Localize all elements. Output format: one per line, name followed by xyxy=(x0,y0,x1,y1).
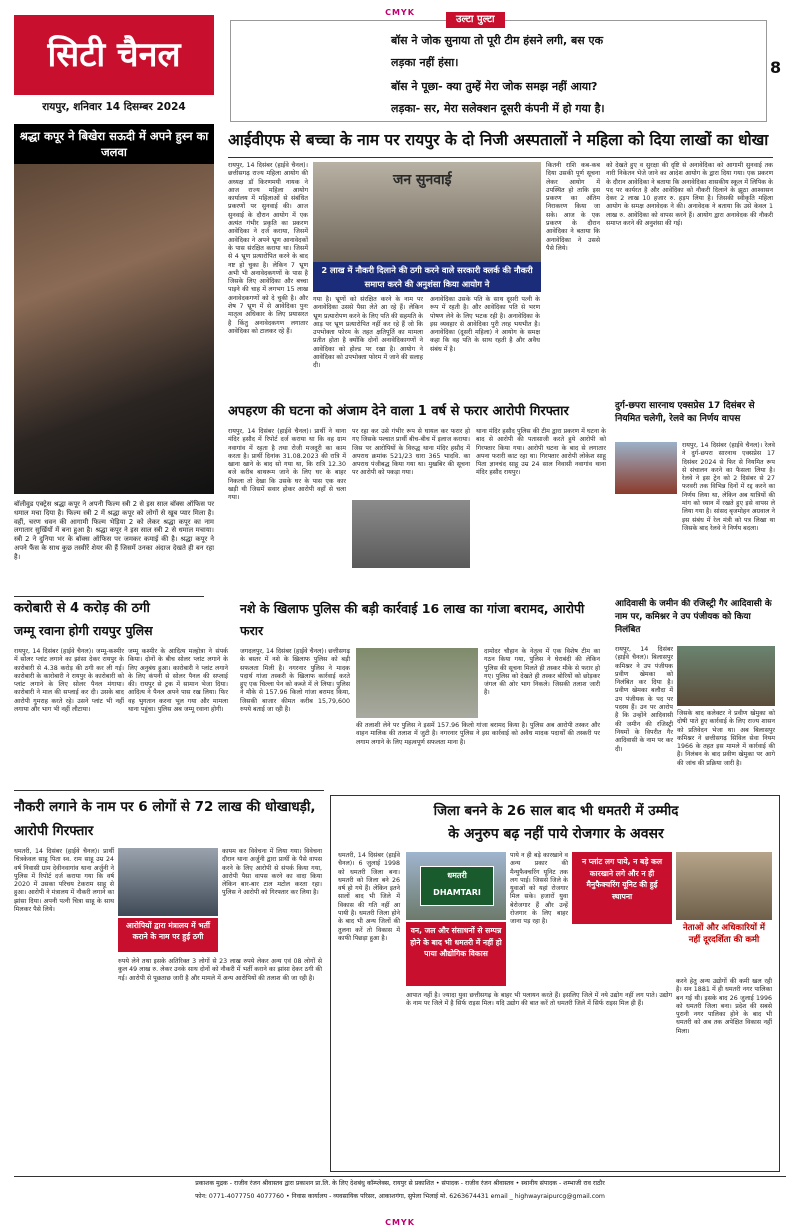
ivf-col-2: गया है। भ्रूणों को संरक्षित करने के नाम पर अनावेदिका उससे पैसा लेते आ रहे हैं। लेकिन भ्रूण प्रत्यारोपण करने के लिए पति की सहमति के आड़ पर भ्रूण प्रत्यारोपित नहीं कर रहे हैं जो कि उपभोक्ता फोरम के तहत क्षतिपूर्ति का मामला प्रतीत होता है क्योंकि दोनों अनावेदिकागणों ने आवेदिका को होल्ड पर रखा है। आयोग ने आवेदिका को उपभोक्ता फोरम में जाने की सलाह दी। xyxy=(313,296,426,370)
karobari-col-2: जम्मू कश्मीर के आदित्य मल्होत्रा ने संपर्क किया। दोनों के बीच सोलर प्लांट लगाने के लिए अनुबंध हुआ। कारोबारी ने प्लांट लगाने के लिए कंपनी से सोलर पैनल की सप्लाई की। रायपुर से ट्रक में सामान भेजा दिया। आदित्य ने पैनल अपने पास रख लिया। फिर वह भुगतान करना भूल गया और मामला थाना पहुंचा। पुलिस अब जम्मू रवाना होगी। xyxy=(128,648,231,714)
dhamtari-sign-photo xyxy=(406,852,506,920)
dhamtari-water-box: वन, जल और संसाधनों से सम्पन्न होने के बाद भी धमतरी में नहीं हो पाया औद्योगिक विकास xyxy=(406,922,506,986)
ivf-col-1: रायपुर, 14 दिसंबर (हाईवे चैनल)। छत्तीसगढ़ राज्य महिला आयोग की अध्यक्ष डॉ किरणमयी नायक ने आज राज्य महिला आयोग कार्यालय में महिलाओं से संबंधित प्रकरणों पर सुनवाई की। आज सुनवाई के दौरान आयोग में एक अत्यंत गंभीर प्रकृति का प्रकरण आवेदिका ने दर्ज कराया, जिसमें आवेदिका ने अपने भ्रूण आनावेदकों के पास संरक्षित कराया था। जिसमें से 4 भ्रूण प्रत्यारोपित करने के बाद नष्ट हो चुका है। लेकिन 7 भ्रूण अभी भी अनावेदकगणों के पास है जिसके लिए आवेदिका और बच्चा पाइने की चाह में लगभग 15 लाख अनावेदकगणों को दे चुकी है। और शेष 7 भ्रूण में से आवेदिका पुनः मातृत्व अधिकार के लिए प्रयासरत है किंतु अनावेदकगण लगातार आवेदिका को टालकर रहे हैं। xyxy=(228,162,311,335)
ganja-headline: नशे के खिलाफ पुलिस की बड़ी कार्रवाई 16 लाख का गांजा बरामद, आरोपी फरार xyxy=(240,601,585,638)
masthead-dateline: रायपुर, शनिवार 14 दिसम्बर 2024 xyxy=(42,101,186,113)
joke-box xyxy=(230,14,767,122)
dhamtari-vision-box: नेताओं और अधिकारियों में नहीं दूरदर्शिता की कमी xyxy=(682,923,766,945)
shraddha-article xyxy=(14,124,217,584)
karobari-col-1: रायपुर, 14 दिसंबर (हाईवे चैनल)। जम्मू-कश्मीर में सोलर प्लांट लगाने का झांसा देकर रायपुर के कारोबारी से 4.38 करोड़ की ठगी कर ली गई। कारोबारी के कारोबारी ने रायपुर के कारोबारी को प्लांट लगाने के लिए सोलर पैनल मंगाया। कारोबारी ने माल की सप्लाई कर दी। उसके बाद आरोपी गुमराह करते रहे। उसने प्लांट भी नहीं लगाया और भाग भी नहीं लौटाया। xyxy=(14,648,127,714)
railway-headline: दुर्ग-छपरा सारनाथ एक्सप्रेस 17 दिसंबर से नियमित चलेगी, रेलवे का निर्णय वापस xyxy=(615,401,755,424)
cmyk-mark-top: CMYK xyxy=(385,8,415,17)
page-number: 8 xyxy=(770,58,782,77)
dhamtari-plant-box: न प्लांट लग पाये, न बड़े कल कारखाने लगे और न ही मैनुफैक्चरिंग यूनिट की हुई स्थापना xyxy=(572,852,672,924)
kidnap-col-2: पर रहा कर उसे गंभीर रूप से घायल कर फरार हो गए जिसके पश्चात प्रार्थी बीच-बीच में इलाज कराया। जिस पर आरोपियों के विरुद्ध थाना मंदिर हसौद में अपराध क्रमांक 521/23 धारा 365 भादवि. का अपराध पंजीबद्ध किया गया था। मुखबिर की सूचना पर आरोपी को पकड़ा गया। xyxy=(352,428,473,477)
dhamtari-col-2: पाये न ही बड़े कारखाने व अन्य प्रकार की मैन्युफैक्चरिंग यूनिट तक लग पाई। जिससे जिले के युवाओं को यहां रोजगार मिल सके। हजारों युवा बेरोजगार हैं और उन्हें रोजगार के लिए बाहर जाना पड़ रहा है। xyxy=(510,852,571,926)
adivasi-col-2: जिसके बाद कलेक्टर ने प्रवीण खेमुका को दोषी पाते हुए कार्रवाई के लिए राज्य शासन को प्रतिवेदन भेजा था। अब बिलासपुर कमिश्नर ने छत्तीसगढ़ सिविल सेवा नियम 1966 के तहत इस मामले में कार्रवाई की है। निलंबन के बाद प्रवीण खेमुका पर आगे की जांच की प्रक्रिया जारी है। xyxy=(677,710,778,767)
masthead xyxy=(14,15,214,120)
masthead-title: सिटी चैनल xyxy=(14,15,214,95)
train-photo xyxy=(615,442,677,494)
job-fraud-caption: आरोपियों द्वारा मंत्रालय में भर्ती कराने के नाम पर हुई ठगी xyxy=(118,918,218,952)
joke-line-1: बॉस ने जोक सुनाया तो पूरी टीम हंसने लगी, बस एक xyxy=(391,34,604,47)
ivf-headline: आईवीएफ से बच्चा के नाम पर रायपुर के दो निजी अस्पतालों ने महिला को दिया लाखों का धोखा xyxy=(228,131,769,149)
kidnap-headline: अपहरण की घटना को अंजाम देने वाला 1 वर्ष से फरार आरोपी गिरफ्तार xyxy=(228,404,569,419)
joke-label: उल्टा पुल्टा xyxy=(446,12,505,28)
ivf-col-3: अनावेदिका उसके पति के साथ दूसरी पत्नी के रूप में रहती है। और आवेदिका पति से भरण पोषण लेने के लिए भटक रही है। अनावेदिका के इस व्यवहार से आवेदिका पुरी तरह भयभीत है। अनावेदिका (दूसरी महिला) ने आयोग के समक्ष कहा कि वह पति के साथ रहती है और अवैध संबंध में है। xyxy=(430,296,543,353)
ganja-col-1: जगदलपुर, 14 दिसंबर (हाईवे चैनल)। छत्तीसगढ़ के बस्तर में नशे के खिलाफ पुलिस को बड़ी सफलता मिली है। नगरनार पुलिस ने मादक पदार्थ गांजा तस्करी के खिलाफ कार्रवाई करते हुए एक चिल्ला पेन को कब्जे में ले लिया। पुलिस ने मौके से 157.96 किलो गांजा बरामद किया, जिसकी बाजार कीमत करीब 15,79,600 रुपये बताई जा रही है। xyxy=(240,648,353,714)
adivasi-headline: आदिवासी के जमीन की रजिस्ट्री गैर आदिवासी के नाम पर, कमिश्नर ने उप पंजीयक को किया निलंबित xyxy=(615,599,772,635)
ivf-caption: 2 लाख में नौकरी दिलाने की ठगी करने वाले सरकारी क्लर्क की नौकरी समाप्त करने की अनुशंसा किया आयोग ने xyxy=(313,262,541,292)
footer-line-2: फोन: 0771-4077750 4077760 • निवास कार्यालय - व्यवसायिक परिसर, आकाशगंगा, सुपेला भिलाई मो. 6263674431 email _ highwayraipurcg@gmail.com xyxy=(195,1193,605,1200)
dhamtari-col-4: करने हेतु अन्य उद्योगों की कमी खल रही है। सन 1881 में ही धमतरी नगर पालिका बन गई थी। इसके बाद 26 जुलाई 1996 को धमतरी जिला बना। प्रदेश की सबसे पुरानी नगर पालिका होने के बाद भी धमतरी को अब तक अपेक्षित विकास नहीं मिला। xyxy=(676,978,775,1035)
ganja-col-3: की तलाशी लेने पर पुलिस ने इसमें 157.96 किलो गांजा बरामद किया है। पुलिस अब आरोपी तस्कर और वाहन मालिक की तलाश में जुटी है। नगरनार पुलिस ने इस कार्रवाई को अवैध मादक पदार्थों की तस्करी पर लगाम लगाने के लिए महत्वपूर्ण सफलता माना है। xyxy=(356,722,603,746)
accused-photo xyxy=(118,848,218,916)
cmyk-mark-bottom: CMYK xyxy=(385,1218,415,1227)
kidnap-col-1: रायपुर, 14 दिसंबर (हाईवे चैनल)। प्रार्थी ने थाना मंदिर हसौद में रिपोर्ट दर्ज कराया था कि वह ग्राम नवागांव में रहता है तथा रोजी मजदूरी का काम करता है। प्रार्थी दिनांक 31.08.2023 की रात्रि में खाना खाने के बाद सो गया था, कि रात्रि 12.30 बजे करीब बाथरूम जाने के लिए घर के बाहर निकला तो देखा कि उसके घर के पास एक कार खड़ी थी जिसमें सवार होकर आरोपी वहाँ से चला गया। xyxy=(228,428,349,502)
dhamtari-headline-1: जिला बनने के 26 साल बाद भी धमतरी में उम्मीद xyxy=(433,803,679,819)
shraddha-body: बॉलीवुड एक्ट्रेस श्रद्धा कपूर ने अपनी फिल्म स्त्री 2 से इस साल बॉक्स ऑफिस पर धमाल मचा दिया है। फिल्म स्त्री 2 में श्रद्धा कपूर को लोगों से खूब प्यार मिला है। वहीं, चरण धवन की आगामी फिल्म भेड़िया 2 को लेकर श्रद्धा कपूर का नाम लगातार सुर्खियों में बना हुआ है। श्रद्धा कपूर ने इस साल स्त्री 2 से धमाल मचाया। स्त्री 2 ने दुनिया भर के बॉक्स ऑफिस पर जमकर कमाई की है। श्रद्धा कपूर ने अपने फैंस के साथ कुछ तस्वीरें शेयर की हैं जिसमें उनका अंदाज देखते ही बन रहा है। xyxy=(14,500,217,561)
dhamtari-sign: धमतरी DHAMTARI xyxy=(420,866,494,906)
dhamtari-market-photo xyxy=(676,852,772,920)
kidnap-col-3: थाना मंदिर हसौद पुलिस की टीम द्वारा प्रकरण में घटना के बाद से आरोपी की पतासाजी करते हुये आरोपी को गिरफ्तार किया गया। आरोपी घटना के बाद से लगातार अपना फरारी काट रहा था। गिरफ्तार आरोपी लोकेश साहू पिता ज्ञानचंद साहू उम्र 24 साल निवासी नवागांव थाना मंदिर हसौद रायपुर। xyxy=(476,428,609,477)
karobari-headline-2: जम्मू रवाना होगी रायपुर पुलिस xyxy=(14,623,153,638)
job-fraud-col-3: रुपये लेने तथा इसके अतिरिक्त 3 लोगों से 23 लाख रुपये लेकर अन्य एवं 08 लोगों से कुल 49 लाख रु. लेकर उनके साथ दोनों को नौकरी में भर्ती कराने का झांसा देकर ठगी की गई। आरोपी से पूछताछ जारी है और मामले में अन्य आरोपियों की तलाश की जा रही है। xyxy=(118,958,325,982)
jan-sunvai-photo xyxy=(313,162,541,262)
railway-body: रायपुर, 14 दिसंबर (हाईवे चैनल)। रेलवे ने दुर्ग-छपरा सारनाथ एक्सप्रेस 17 दिसंबर 2024 से फिर से नियमित रूप से संचालन करने का फैसला लिया है। रेलवे ने इस ट्रेन को 2 दिसंबर से 27 फरवरी तक विभिन्न दिनों में रद्द करने का निर्णय लिया था, लेकिन अब यात्रियों की मांग को ध्यान में रखते हुए इसे वापस ले लिया गया है। सांसद बृजमोहन अग्रवाल ने इस संबंध में रेल मंत्री को पत्र लिखा था जिसके बाद रेलवे ने निर्णय बदला। xyxy=(682,442,778,532)
joke-line-2: लड़का नहीं हंसा। xyxy=(391,56,459,69)
joke-line-3: बॉस ने पूछा- क्या तुम्हें मेरा जोक समझ नहीं आया? xyxy=(391,80,598,93)
jan-sunvai-label: जन सुनवाई xyxy=(393,172,452,188)
joke-line-4: लड़का- सर, मेरा सलेक्शन दूसरी कंपनी में हो गया है। xyxy=(391,102,605,115)
footer-line-1: प्रकाशक मुद्रक - राजीव रंजन श्रीवास्तव द्वारा प्रकाशन प्रा.लि. के लिए देशबंधु कॉम्प्लेक्स, रायपुर से प्रकाशित • संपादक - राजीव रंजन श्रीवास्तव • स्थानीय संपादक - शम्भाजी राव राठौर xyxy=(195,1180,605,1187)
dhamtari-col-1: धमतरी, 14 दिसंबर (हाईवे चैनल)। 6 जुलाई 1998 को धमतरी जिला बना। धमतरी को जिला बने 26 वर्ष हो गये हैं। लेकिन इतने सालों बाद भी जिले में विकास की गति नहीं आ पायी है। धमतरी जिला होने के बाद भी अन्य जिलों की तुलना करें तो विकास में काफी पिछड़ा हुआ है। xyxy=(338,852,403,942)
ivf-col-4: कितनी राशि कब-कब दिया उसकी पूर्ण सूचना लेकर आयोग में उपस्थित हो ताकि इस प्रकरण का अंतिम निराकरण किया जा सके। आज के एक प्रकरण के दौरान आवेदिका ने बताया कि अनावेदिका ने उससे पैसे लिये। xyxy=(546,162,603,252)
shraddha-headline: श्रद्धा कपूर ने बिखेरा सऊदी में अपने हुस्न का जलवा xyxy=(14,124,214,164)
karobari-headline-1: करोबारी से 4 करोड़ की ठगी xyxy=(14,601,150,616)
job-fraud-col-1: धमतरी, 14 दिसंबर (हाईवे चैनल)। प्रार्थी चित्रकेवल साहू पिता स्व. राम साहू उम्र 24 वर्ष निवासी ग्राम देवीनवागांव थाना अर्जुनी ने पुलिस में रिपोर्ट दर्ज कराया गया कि वर्ष 2020 में उसका परिचय टेकराम साहू से हुआ। आरोपी ने मंत्रालय में नौकरी लगाने का झांसा दिया। अपनी पत्नी चित्रा साहू के साथ मिलकर पैसे लिये। xyxy=(14,848,117,914)
job-fraud-headline: नौकरी लगाने के नाम पर 6 लोगों से 72 लाख की धोखाधड़ी, आरोपी गिरफ्तार xyxy=(14,799,316,839)
ivf-col-5: को देखते हुए व सुरक्षा की दृष्टि से अनावेदिका को आगामी सुनवाई तक नारी निकेतन भेजे जाने का आदेश आयोग के द्वारा दिया गया। एक प्रकरण के दौरान आवेदिका ने बताया कि अनावेदिका शासकीय स्कूल में लिपिक के पद पर कार्यरत है और आवेदिका को नौकरी दिलाने के झूठा आश्वासन देकर 2 लाख 10 हजार रु. हड़प लिया है। जिसकी स्वीकृति महिला आयोग के समक्ष अनावेदक ने की। अनावेदक ने बताया कि उसे केवल 1 लाख रु. आवेदिका को वापस करने हैं। आयोग द्वारा अनावेदक की नौकरी समाप्त करने की अनुशंसा की गई। xyxy=(606,162,776,228)
ganja-photo xyxy=(356,648,478,718)
adivasi-col-1: रायपुर, 14 दिसंबर (हाईवे चैनल)। बिलासपुर कमिश्नर ने उप पंजीयक प्रवीण खेमका को निलंबित कर दिया है। प्रवीण खेमका बलौदा में उप पंजीयक के पद पर पदस्थ हैं। उन पर आरोप है कि उन्होंने आदिवासी की जमीन की रजिस्ट्री नियमों के विपरीत गैर आदिवासी के नाम पर कर दी। xyxy=(615,646,676,753)
dhamtari-headline-2: के अनुरुप बढ़ नहीं पाये रोजगार के अवसर xyxy=(448,826,664,842)
kidnap-photo xyxy=(352,500,470,568)
job-fraud-col-2: कायम कर विवेचना में लिया गया। विवेचना दौरान थाना अर्जुनी द्वारा प्रार्थी के पैसे वापस करने के लिए आरोपी से संपर्क किया गया, आरोपी पैसा वापस करने का वादा किया लेकिन बार-बार टाल मटोल करता रहा। पुलिस ने आरोपी को गिरफ्तार कर लिया है। xyxy=(222,848,325,897)
dhamtari-col-3: आपात नहीं है। ज्यादा युवा छत्तीसगढ़ के बाहर भी पलायन करते हैं। इसलिए जिले में नये उद्योग नहीं लग पाते। उद्योग के नाम पर जिले में है सिर्फ राइस मिल। यदि उद्योग की बात करें तो धमतरी जिले में सिर्फ राइस मिल ही हैं। xyxy=(406,992,675,1008)
ganja-col-2: दामोदर चौहान के नेतृत्व में एक विशेष टीम का गठन किया गया, पुलिस ने घेराबंदी की लेकिन पुलिस की सूचना मिलते ही तस्कर मौके से फरार हो गए। पुलिस को देखते ही तस्कर बोरियों को छोड़कर जंगल की ओर भाग निकले। जिसकी तलाश जारी है। xyxy=(484,648,603,697)
adivasi-photo xyxy=(677,646,775,706)
shraddha-photo xyxy=(14,164,214,494)
